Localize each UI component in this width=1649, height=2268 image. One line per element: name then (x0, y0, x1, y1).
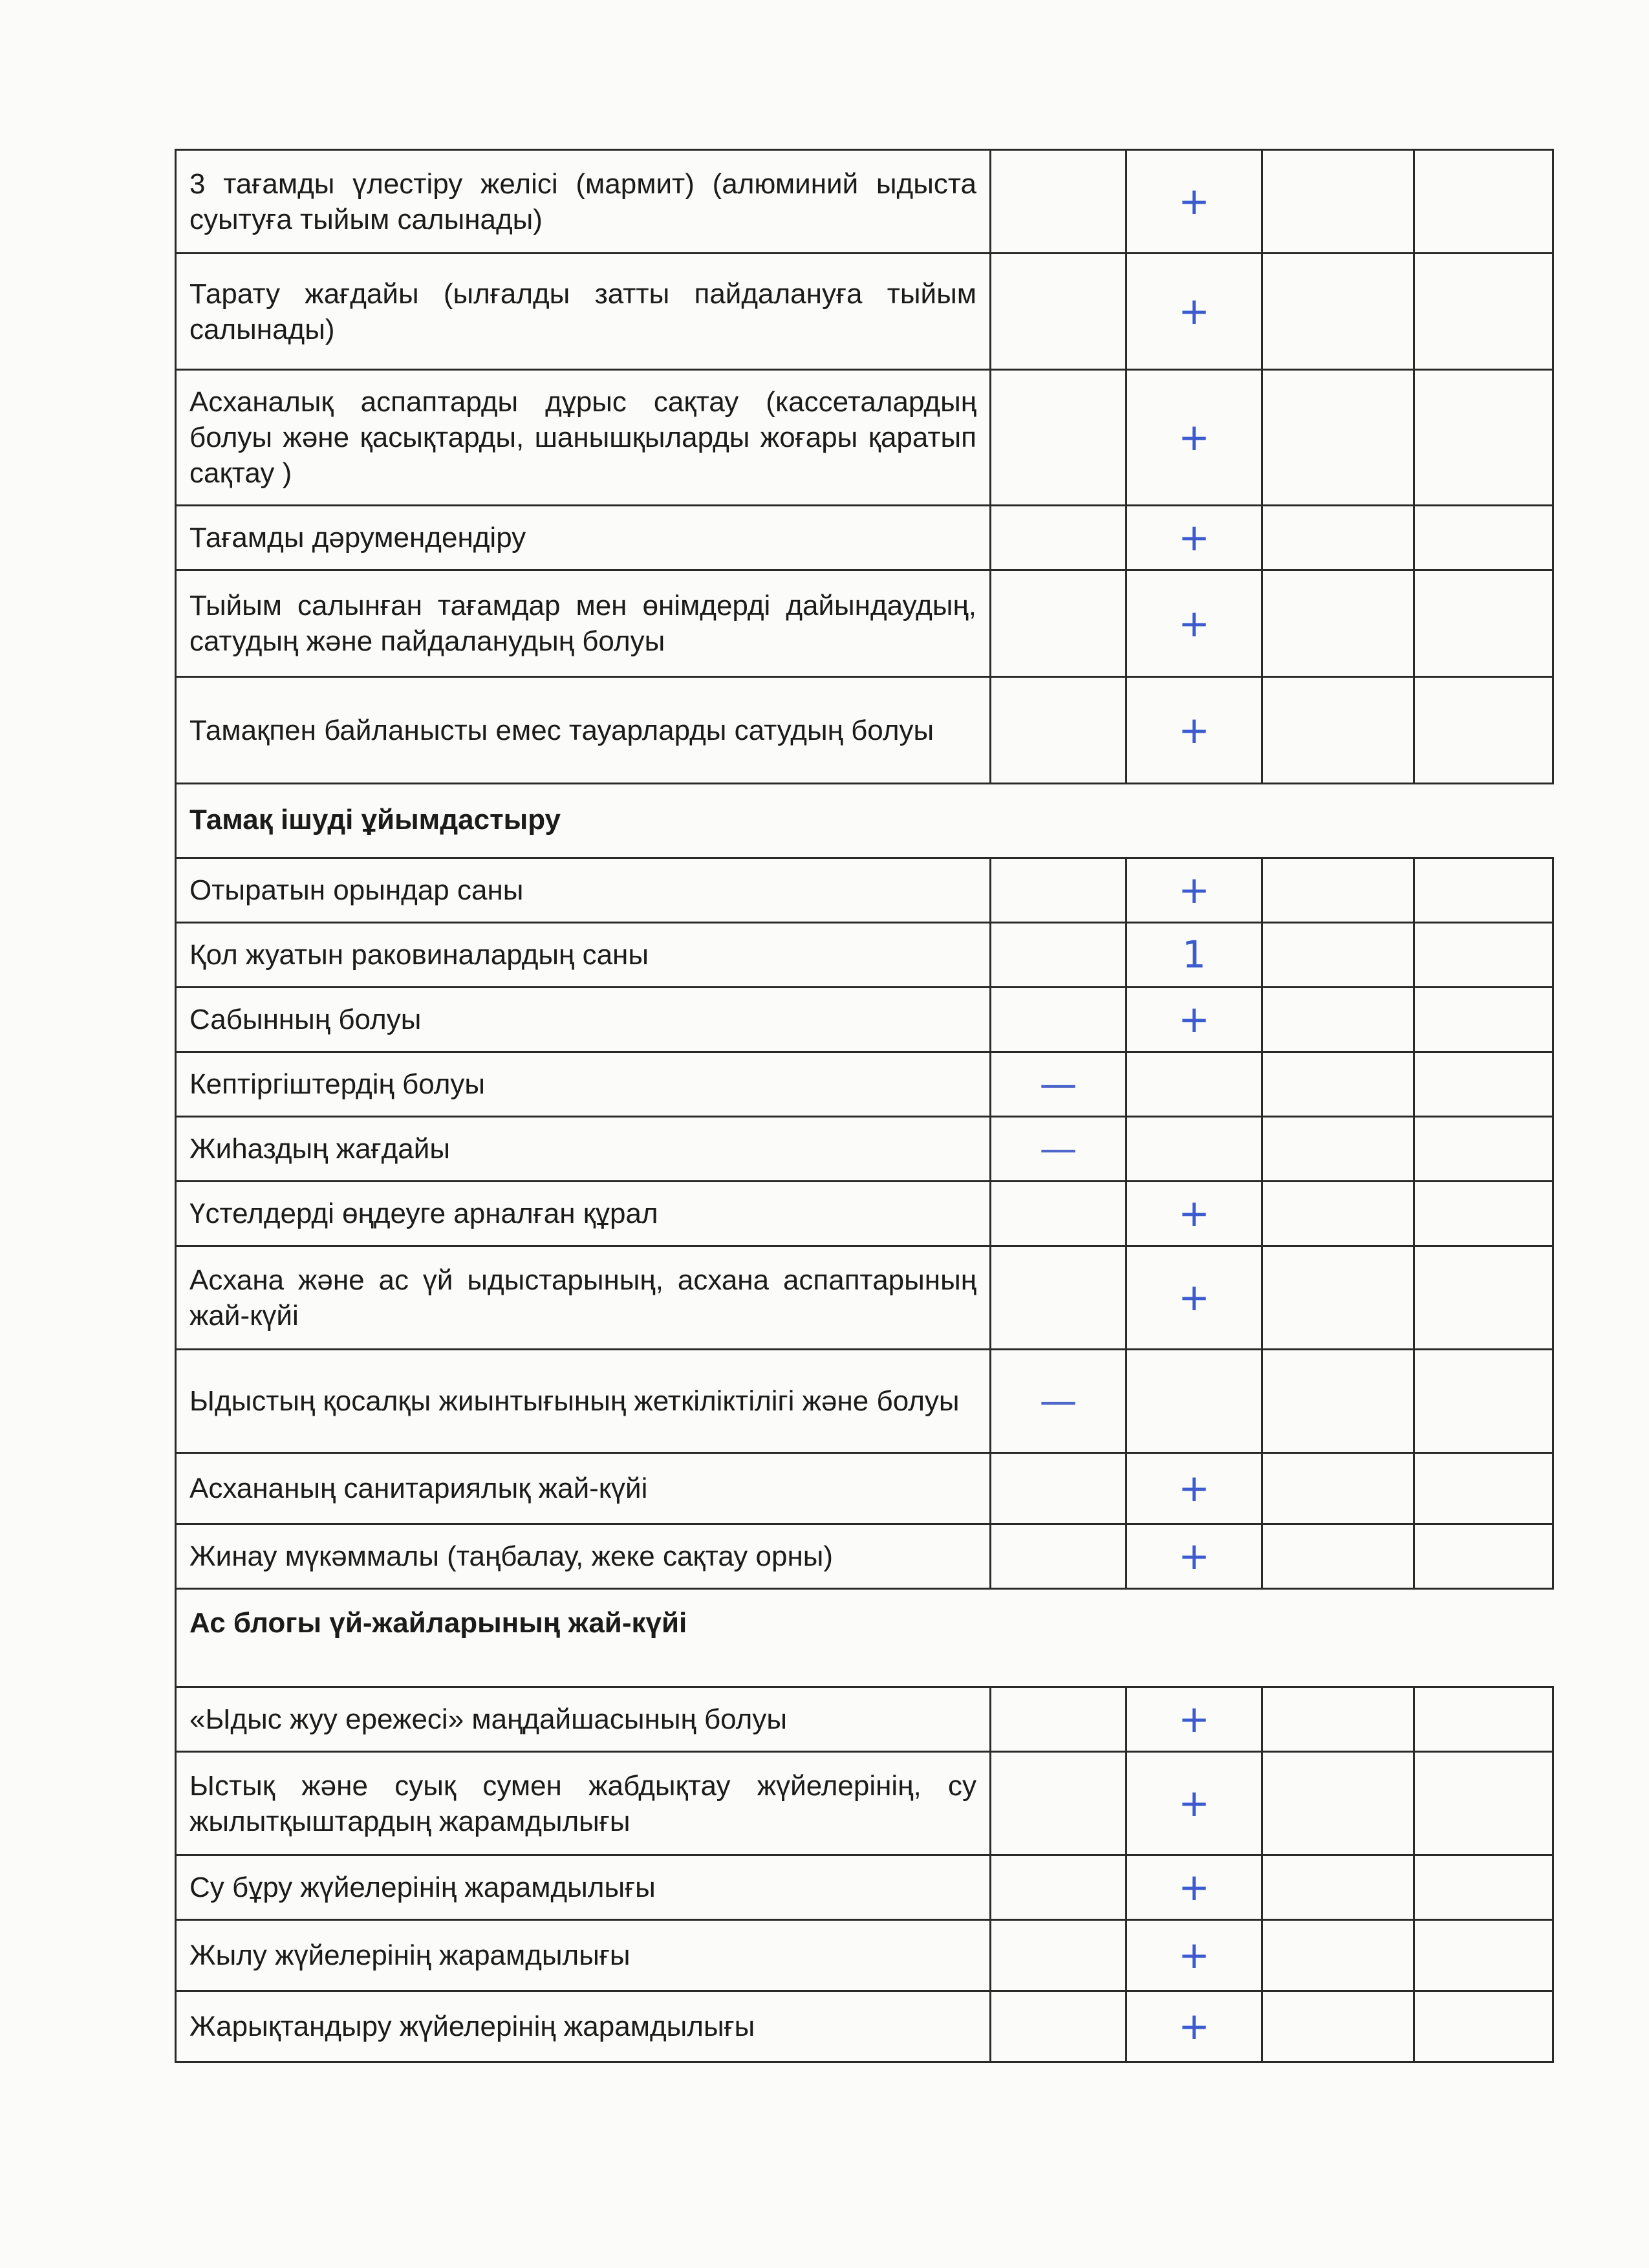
mark-cell-col3 (1262, 1052, 1414, 1117)
mark-cell-col1 (991, 677, 1126, 784)
mark-cell-col1 (991, 150, 1126, 254)
mark-cell-col1 (991, 1687, 1126, 1752)
criterion-text: Су бұру жүйелерінің жарамдылығы (176, 1855, 991, 1920)
table-row (176, 1246, 1553, 1350)
mark-cell-col2: + (1126, 1752, 1262, 1855)
criterion-text: Тамақпен байланысты емес тауарларды сатудың болуы (176, 677, 991, 784)
section-header-row (176, 1589, 1553, 1687)
table-row (176, 858, 1553, 923)
mark-cell-col2: + (1126, 1453, 1262, 1524)
criterion-text: Жинау мүкәммалы (таңбалау, жеке сақтау орны) (176, 1524, 991, 1589)
table-row (176, 1991, 1553, 2062)
mark-cell-col3 (1262, 1991, 1414, 2062)
criterion-text: Үстелдерді өңдеуге арналған құрал (176, 1182, 991, 1246)
mark-cell-col3 (1262, 1920, 1414, 1991)
mark-cell-col4 (1414, 1524, 1553, 1589)
mark-cell-col1 (991, 506, 1126, 570)
table-row (176, 1350, 1553, 1453)
mark-cell-col3 (1262, 370, 1414, 506)
criterion-text: Кептіргіштердің болуы (176, 1052, 991, 1117)
mark-cell-col3 (1262, 1246, 1414, 1350)
criterion-text: Асханалық аспаптарды дұрыс сақтау (кассеталардың болуы және қасықтарды, шанышқыларды жоғары қаратып сақтау ) (176, 370, 991, 506)
checklist-table (175, 149, 1554, 2063)
mark-cell-col1 (991, 858, 1126, 923)
mark-cell-col4 (1414, 1991, 1553, 2062)
mark-cell-col2: + (1126, 1687, 1262, 1752)
mark-cell-col1 (991, 923, 1126, 988)
mark-cell-col3 (1262, 1855, 1414, 1920)
mark-cell-col3 (1262, 1524, 1414, 1589)
table-row (176, 1920, 1553, 1991)
mark-cell-col1 (991, 988, 1126, 1052)
table-row (176, 988, 1553, 1052)
mark-cell-col2: 1 (1126, 923, 1262, 988)
table-row (176, 677, 1553, 784)
mark-cell-col3 (1262, 1182, 1414, 1246)
mark-cell-col4 (1414, 1117, 1553, 1182)
criterion-text: Тарату жағдайы (ылғалды затты пайдалануға тыйым салынады) (176, 254, 991, 370)
section-title: Тамақ ішуді ұйымдастыру (176, 784, 1553, 858)
mark-cell-col2: + (1126, 1991, 1262, 2062)
mark-cell-col4 (1414, 1350, 1553, 1453)
mark-cell-col1 (991, 254, 1126, 370)
mark-cell-col4 (1414, 1752, 1553, 1855)
mark-cell-col2: + (1126, 506, 1262, 570)
table-row (176, 1687, 1553, 1752)
mark-cell-col2: + (1126, 677, 1262, 784)
mark-cell-col2: + (1126, 254, 1262, 370)
table-row (176, 1855, 1553, 1920)
criterion-text: Жылу жүйелерінің жарамдылығы (176, 1920, 991, 1991)
mark-cell-col1 (991, 1182, 1126, 1246)
mark-cell-col4 (1414, 858, 1553, 923)
mark-cell-col4 (1414, 1453, 1553, 1524)
mark-cell-col4 (1414, 506, 1553, 570)
mark-cell-col2: + (1126, 858, 1262, 923)
mark-cell-col3 (1262, 988, 1414, 1052)
criterion-text: Ыстық және суық сумен жабдықтау жүйелерінің, су жылытқыштардың жарамдылығы (176, 1752, 991, 1855)
mark-cell-col4 (1414, 1182, 1553, 1246)
mark-cell-col4 (1414, 988, 1553, 1052)
mark-cell-col3 (1262, 150, 1414, 254)
mark-cell-col2 (1126, 1350, 1262, 1453)
criterion-text: Отыратын орындар саны (176, 858, 991, 923)
mark-cell-col4 (1414, 923, 1553, 988)
mark-cell-col2: + (1126, 370, 1262, 506)
mark-cell-col3 (1262, 1350, 1414, 1453)
criterion-text: Жиһаздың жағдайы (176, 1117, 991, 1182)
mark-cell-col4 (1414, 150, 1553, 254)
mark-cell-col2: + (1126, 1920, 1262, 1991)
mark-cell-col2: + (1126, 1246, 1262, 1350)
mark-cell-col1 (991, 1920, 1126, 1991)
criterion-text: Асхананың санитариялық жай-күйі (176, 1453, 991, 1524)
mark-cell-col1 (991, 1524, 1126, 1589)
criterion-text: Жарықтандыру жүйелерінің жарамдылығы (176, 1991, 991, 2062)
table-row (176, 923, 1553, 988)
mark-cell-col4 (1414, 1687, 1553, 1752)
mark-cell-col3 (1262, 254, 1414, 370)
mark-cell-col3 (1262, 677, 1414, 784)
mark-cell-col3 (1262, 506, 1414, 570)
mark-cell-col4 (1414, 1920, 1553, 1991)
mark-cell-col2: + (1126, 1182, 1262, 1246)
mark-cell-col3 (1262, 1687, 1414, 1752)
mark-cell-col3 (1262, 1752, 1414, 1855)
mark-cell-col4 (1414, 1246, 1553, 1350)
table-row (176, 370, 1553, 506)
table-row (176, 254, 1553, 370)
mark-cell-col1 (991, 570, 1126, 677)
table-row (176, 1052, 1553, 1117)
mark-cell-col4 (1414, 1052, 1553, 1117)
criterion-text: Тағамды дәрумендендіру (176, 506, 991, 570)
table-row (176, 1752, 1553, 1855)
criterion-text: Сабынның болуы (176, 988, 991, 1052)
mark-cell-col2 (1126, 1052, 1262, 1117)
section-title: Ас блогы үй-жайларының жай-күйі (176, 1589, 1553, 1687)
table-row (176, 570, 1553, 677)
mark-cell-col2: + (1126, 1855, 1262, 1920)
mark-cell-col1: — (991, 1117, 1126, 1182)
table-row (176, 506, 1553, 570)
mark-cell-col4 (1414, 677, 1553, 784)
mark-cell-col3 (1262, 570, 1414, 677)
mark-cell-col2 (1126, 1117, 1262, 1182)
mark-cell-col4 (1414, 370, 1553, 506)
mark-cell-col3 (1262, 858, 1414, 923)
criterion-text: Асхана және ас үй ыдыстарының, асхана аспаптарының жай-күйі (176, 1246, 991, 1350)
criterion-text: Ыдыстың қосалқы жиынтығының жеткіліктілігі және болуы (176, 1350, 991, 1453)
criterion-text: «Ыдыс жуу ережесі» маңдайшасының болуы (176, 1687, 991, 1752)
criterion-text: 3 тағамды үлестіру желісі (мармит) (алюминий ыдыста суытуға тыйым салынады) (176, 150, 991, 254)
table-row (176, 150, 1553, 254)
table-row (176, 1117, 1553, 1182)
table-row (176, 1182, 1553, 1246)
mark-cell-col1: — (991, 1052, 1126, 1117)
mark-cell-col1 (991, 1246, 1126, 1350)
criterion-text: Қол жуатын раковиналардың саны (176, 923, 991, 988)
mark-cell-col4 (1414, 1855, 1553, 1920)
mark-cell-col4 (1414, 254, 1553, 370)
table-row (176, 1524, 1553, 1589)
section-header-row (176, 784, 1553, 858)
mark-cell-col3 (1262, 923, 1414, 988)
mark-cell-col1 (991, 1752, 1126, 1855)
mark-cell-col1 (991, 1991, 1126, 2062)
mark-cell-col4 (1414, 570, 1553, 677)
mark-cell-col1 (991, 370, 1126, 506)
mark-cell-col2: + (1126, 1524, 1262, 1589)
mark-cell-col2: + (1126, 150, 1262, 254)
mark-cell-col1 (991, 1453, 1126, 1524)
mark-cell-col2: + (1126, 570, 1262, 677)
criterion-text: Тыйым салынған тағамдар мен өнімдерді дайындаудың, сатудың және пайдаланудың болуы (176, 570, 991, 677)
table-row (176, 1453, 1553, 1524)
mark-cell-col3 (1262, 1117, 1414, 1182)
mark-cell-col1: — (991, 1350, 1126, 1453)
mark-cell-col3 (1262, 1453, 1414, 1524)
mark-cell-col1 (991, 1855, 1126, 1920)
mark-cell-col2: + (1126, 988, 1262, 1052)
